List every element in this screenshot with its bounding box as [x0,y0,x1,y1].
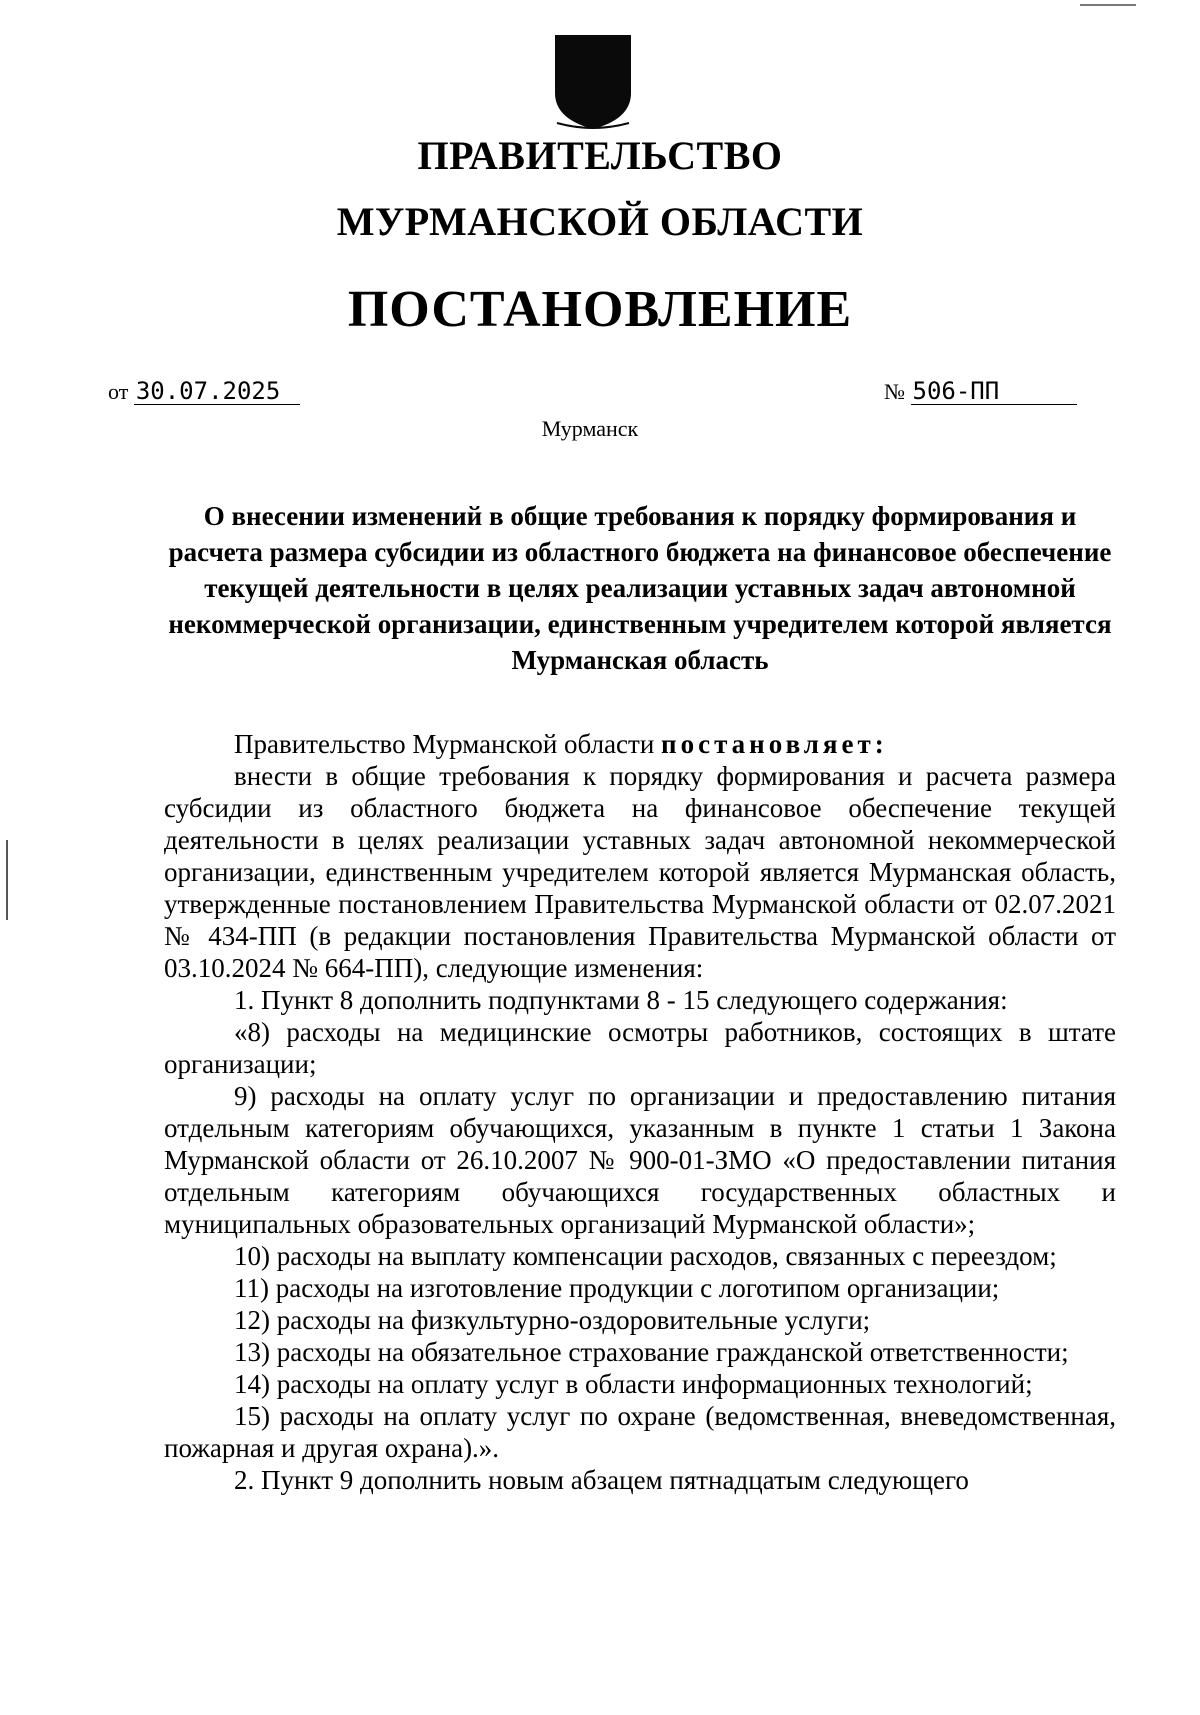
document-body [164,728,1116,1496]
body-paragraph: 2. Пункт 9 дополнить новым абзацем пятнадцатым следующего [234,1465,969,1495]
org-name-line2: МУРМАНСКОЙ ОБЛАСТИ [336,199,864,244]
intro-text: Правительство Мурманской области [234,729,662,759]
city-name: Мурманск [541,416,639,441]
scan-artifact [6,840,8,920]
body-paragraph: 1. Пункт 8 дополнить подпунктами 8 - 15 следующего содержания: [234,985,1008,1015]
intro-decree-word: постановляет: [661,729,888,759]
scan-artifact [1080,4,1136,6]
body-paragraph: «8) расходы на медицинские осмотры работников, состоящих в штате организации; [164,1017,1116,1079]
body-paragraph: 9) расходы на оплату услуг по организации и предоставлению питания отдельным категориям обучающихся, указанным в пункте 1 статьи 1 Закона Мурманской области от 26.10.2007 № 900-01-ЗМО «О предоставлении питания отдельным категориям обучающихся государственных областных и муниципальных образовательных организаций Мурманской области»; [164,1081,1116,1239]
number-value: 506-ПП [911,378,1077,405]
date-prefix: от [108,379,129,404]
document-number [884,378,1077,405]
body-paragraph: 12) расходы на физкультурно-оздоровительные услуги; [234,1305,871,1335]
document-type: ПОСТАНОВЛЕНИЕ [347,281,853,338]
document-title: О внесении изменений в общие требования к порядку формирования и расчета размера субсидии из областного бюджета на финансовое обеспечение текущей деятельности в целях реализации уставных задач автономной некоммерческой организации, единственным учредителем которой является Мурманская область [168,501,1112,675]
intro-paragraph [164,728,1116,760]
body-paragraph: 14) расходы на оплату услуг в области информационных технологий; [234,1369,1033,1399]
body-paragraph: внести в общие требования к порядку формирования и расчета размера субсидии из областного бюджета на финансовое обеспечение текущей деятельности в целях реализации уставных задач автономной некоммерческой организации, единственным учредителем которой является Мурманская область, утвержденные постановлением Правительства Мурманской области от 02.07.2021 № 434-ПП (в редакции постановления Правительства Мурманской области от 03.10.2024 № 664-ПП), следующие изменения: [164,761,1116,983]
body-paragraph: 13) расходы на обязательное страхование гражданской ответственности; [234,1337,1069,1367]
org-name-line1: ПРАВИТЕЛЬСТВО [417,133,783,178]
date-value: 30.07.2025 [134,378,300,405]
document-date [108,378,300,405]
body-paragraph: 10) расходы на выплату компенсации расходов, связанных с переездом; [234,1241,1057,1271]
coat-of-arms-emblem [553,33,633,131]
number-prefix: № [884,379,905,404]
body-paragraph: 11) расходы на изготовление продукции с логотипом организации; [234,1273,1000,1303]
body-paragraph: 15) расходы на оплату услуг по охране (ведомственная, вневедомственная, пожарная и другая охрана).». [164,1401,1116,1463]
